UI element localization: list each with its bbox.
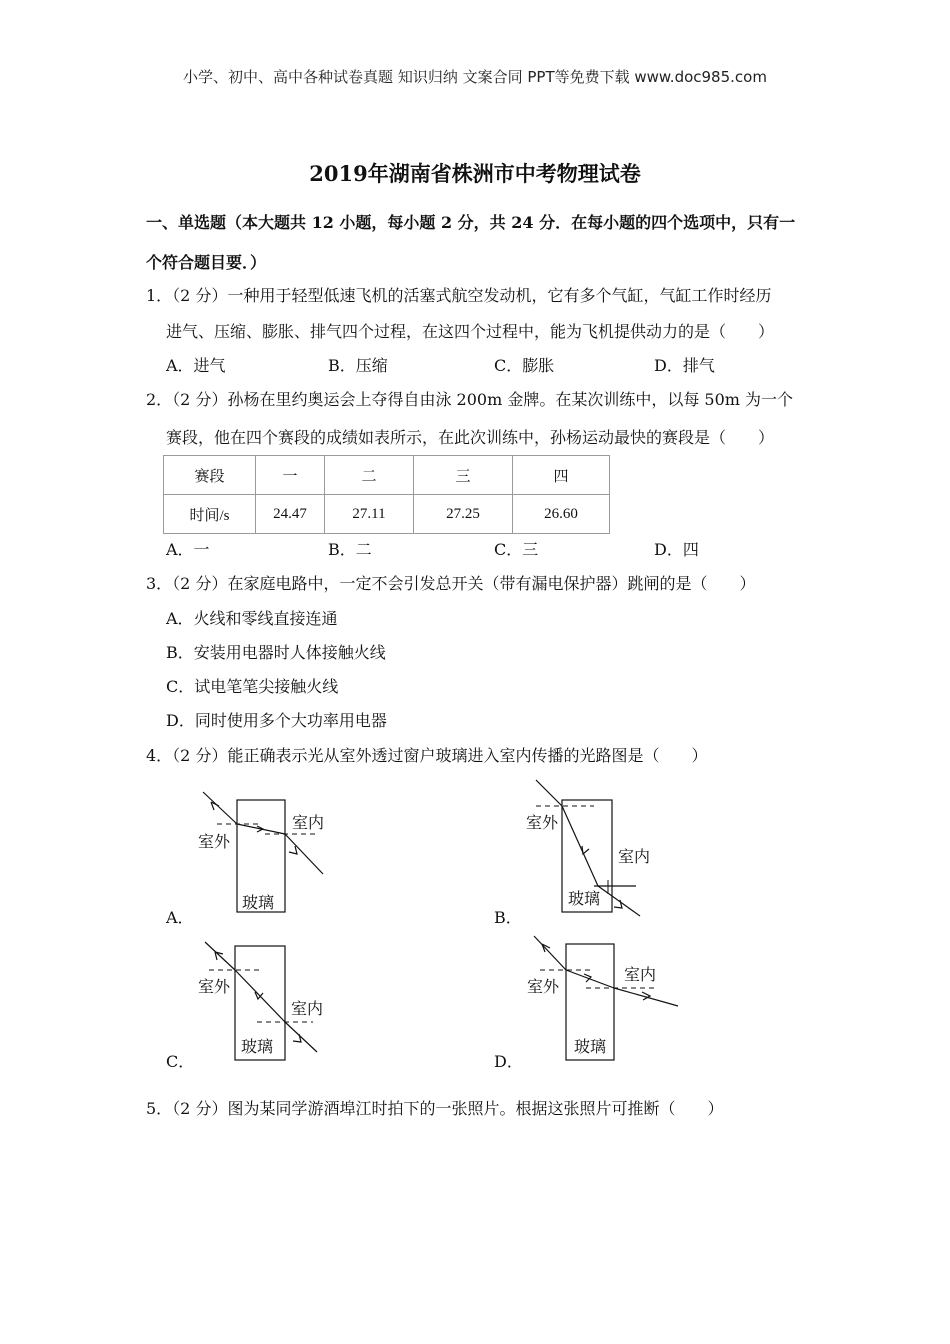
table-cell: 时间/s bbox=[164, 495, 256, 534]
table-cell: 27.11 bbox=[325, 495, 414, 534]
q4-option-a: A． bbox=[166, 908, 194, 927]
question-4-line1: 4．（2 分）能正确表示光从室外透过窗户玻璃进入室内传播的光路图是（ ） bbox=[146, 746, 708, 765]
q1-option-c: C．膨胀 bbox=[494, 356, 555, 375]
table-cell: 赛段 bbox=[164, 456, 256, 495]
label-outdoor: 室外 bbox=[527, 977, 560, 996]
q2-option-d: D．四 bbox=[654, 540, 699, 559]
table-cell: 三 bbox=[414, 456, 513, 495]
site-watermark: 小学、初中、高中各种试卷真题 知识归纳 文案合同 PPT等免费下载 www.doc985.com bbox=[183, 68, 767, 86]
section-heading-line1: 一、单选题（本大题共 12 小题，每小题 2 分，共 24 分．在每小题的四个选项中，只有一 bbox=[146, 213, 796, 232]
q1-option-b: B．压缩 bbox=[328, 356, 388, 375]
question-1-line2: 进气、压缩、膨胀、排气四个过程，在这四个过程中，能为飞机提供动力的是（ ） bbox=[166, 322, 775, 341]
label-outdoor: 室外 bbox=[526, 813, 559, 832]
table-row bbox=[164, 495, 610, 534]
q4-option-c: C． bbox=[166, 1052, 195, 1071]
label-glass: 玻璃 bbox=[568, 889, 601, 908]
split-times-table bbox=[163, 455, 610, 534]
table-cell: 26.60 bbox=[513, 495, 610, 534]
light-path-diagram-a bbox=[195, 788, 335, 918]
label-outdoor: 室外 bbox=[198, 977, 231, 996]
question-1-line1: 1．（2 分）一种用于轻型低速飞机的活塞式航空发动机，它有多个气缸，气缸工作时经历 bbox=[146, 286, 772, 305]
q1-option-d: D．排气 bbox=[654, 356, 715, 375]
table-cell: 一 bbox=[256, 456, 325, 495]
q3-option-c: C．试电笔笔尖接触火线 bbox=[166, 677, 339, 696]
q1-option-a: A．进气 bbox=[166, 356, 226, 375]
question-5-line1: 5．（2 分）图为某同学游酒埠江时拍下的一张照片。根据这张照片可推断（ ） bbox=[146, 1099, 724, 1118]
label-indoor: 室内 bbox=[624, 965, 657, 984]
q4-option-d: D． bbox=[494, 1052, 523, 1071]
q3-option-a: A．火线和零线直接连通 bbox=[166, 609, 338, 628]
table-cell: 27.25 bbox=[414, 495, 513, 534]
q3-option-b: B．安装用电器时人体接触火线 bbox=[166, 643, 386, 662]
label-indoor: 室内 bbox=[292, 813, 325, 832]
label-indoor: 室内 bbox=[618, 847, 651, 866]
page-title: 2019年湖南省株洲市中考物理试卷 bbox=[309, 161, 641, 186]
question-2-line2: 赛段，他在四个赛段的成绩如表所示，在此次训练中，孙杨运动最快的赛段是（ ） bbox=[166, 428, 775, 447]
table-header-row bbox=[164, 456, 610, 495]
label-outdoor: 室外 bbox=[198, 832, 231, 851]
label-indoor: 室内 bbox=[291, 999, 324, 1018]
q2-option-c: C．三 bbox=[494, 540, 539, 559]
table-cell: 四 bbox=[513, 456, 610, 495]
label-glass: 玻璃 bbox=[242, 893, 275, 912]
light-path-diagram-d bbox=[524, 934, 684, 1064]
label-glass: 玻璃 bbox=[574, 1037, 607, 1056]
light-path-diagram-c bbox=[195, 940, 325, 1065]
table-cell: 24.47 bbox=[256, 495, 325, 534]
q4-option-b: B． bbox=[494, 908, 522, 927]
q2-option-b: B．二 bbox=[328, 540, 372, 559]
section-heading-line2: 个符合题目要．） bbox=[146, 253, 267, 272]
q3-option-d: D．同时使用多个大功率用电器 bbox=[166, 711, 387, 730]
question-3-line1: 3．（2 分）在家庭电路中，一定不会引发总开关（带有漏电保护器）跳闸的是（ ） bbox=[146, 574, 756, 593]
question-2-line1: 2．（2 分）孙杨在里约奥运会上夺得自由泳 200m 金牌。在某次训练中，以每 50m 为一个 bbox=[146, 390, 794, 409]
light-path-diagram-b bbox=[524, 776, 654, 921]
label-glass: 玻璃 bbox=[241, 1037, 274, 1056]
q2-option-a: A．一 bbox=[166, 540, 210, 559]
table-cell: 二 bbox=[325, 456, 414, 495]
